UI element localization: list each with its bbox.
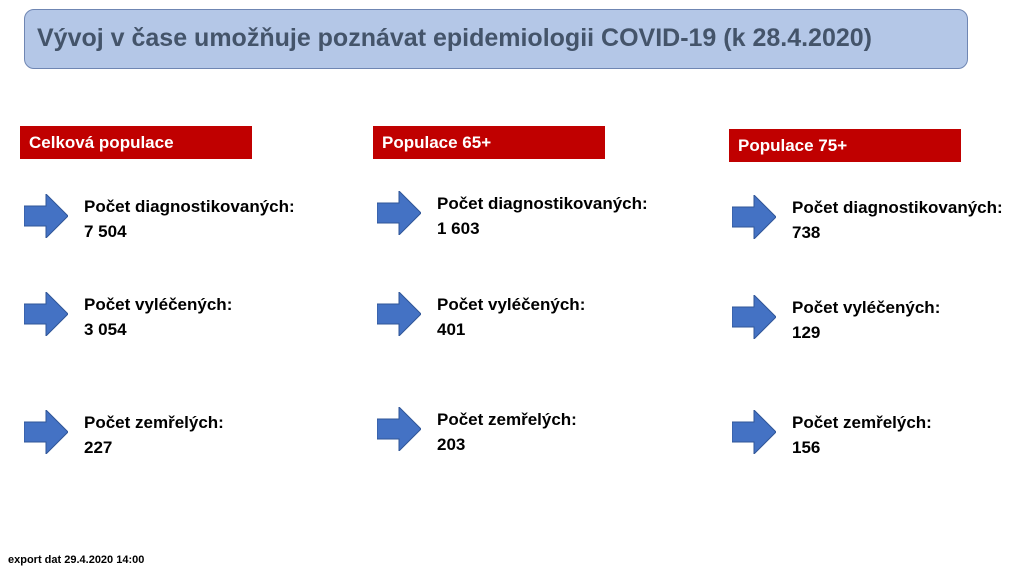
- arrow-right-icon: [24, 194, 68, 238]
- stat-value: 1 603: [437, 219, 480, 238]
- stat-value: 129: [792, 323, 821, 342]
- arrow-right-icon: [377, 407, 421, 451]
- stat-label: Počet zemřelých:: [437, 410, 577, 429]
- stat-value: 738: [792, 223, 821, 242]
- stat-label: Počet zemřelých:: [84, 413, 224, 432]
- stat-label: Počet diagnostikovaných:: [792, 198, 1003, 217]
- stat-label: Počet vyléčených:: [437, 295, 586, 314]
- title-banner: [24, 9, 968, 69]
- arrow-right-icon: [24, 292, 68, 336]
- stat-value: 203: [437, 435, 466, 454]
- header-population-65: Populace 65+: [373, 126, 605, 159]
- stat-label: Počet zemřelých:: [792, 413, 932, 432]
- stat-value: 227: [84, 438, 113, 457]
- stat-value: 401: [437, 320, 466, 339]
- stat-value: 3 054: [84, 320, 127, 339]
- stat-label: Počet vyléčených:: [84, 295, 233, 314]
- stat-value: 7 504: [84, 222, 127, 241]
- arrow-right-icon: [377, 292, 421, 336]
- stat-value: 156: [792, 438, 821, 457]
- export-timestamp: export dat 29.4.2020 14:00: [8, 554, 145, 566]
- page-title: Vývoj v čase umožňuje poznávat epidemiologii COVID-19 (k 28.4.2020): [37, 24, 872, 52]
- arrow-right-icon: [732, 410, 776, 454]
- stat-label: Počet diagnostikovaných:: [84, 197, 295, 216]
- stat-label: Počet diagnostikovaných:: [437, 194, 648, 213]
- arrow-right-icon: [732, 195, 776, 239]
- stat-label: Počet vyléčených:: [792, 298, 941, 317]
- arrow-right-icon: [732, 295, 776, 339]
- header-population-75: Populace 75+: [729, 129, 961, 162]
- arrow-right-icon: [377, 191, 421, 235]
- arrow-right-icon: [24, 410, 68, 454]
- header-total-population: Celková populace: [20, 126, 252, 159]
